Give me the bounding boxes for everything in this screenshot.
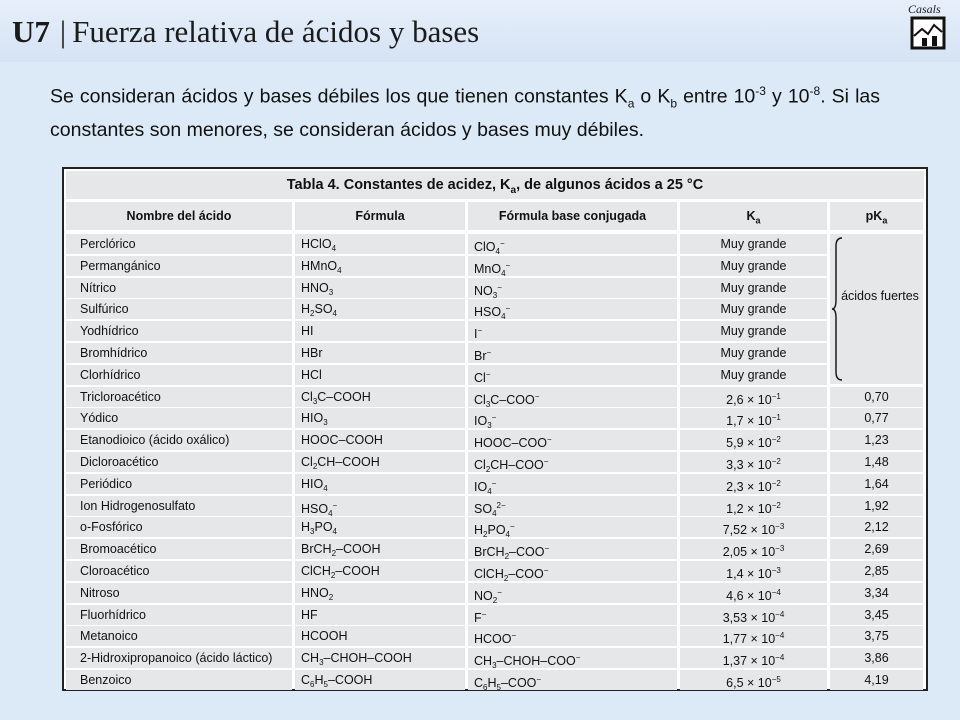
cell-name: Etanodioico (ácido oxálico) [66,430,292,450]
cell-conjugate: Br− [468,343,677,363]
cell-ka: $2,05 \times 10^{-3}$ [680,539,827,559]
cell-ka: Muy grande [680,256,827,276]
cell-ka: $2,6 \times 10^{-1}$ [680,387,827,407]
cell-name: 2-Hidroxipropanoico (ácido láctico) [66,648,292,668]
table-caption [66,171,924,199]
cell-name: Yodhídrico [66,321,292,341]
cell-name: Nitroso [66,583,292,603]
strong-acids-group [830,234,923,384]
cell-conjugate: ClO$_4$− [468,234,677,254]
strong-acids-label: ácidos fuertes [841,289,919,303]
cell-formula: $HIO_4$ [295,474,465,494]
cell-name: Nítrico [66,278,292,298]
cell-conjugate: $H_2PO_4^-$ [468,517,677,537]
cell-pka: 3,75 [830,626,923,646]
cell-name: Benzoico [66,670,292,690]
cell-formula: $HNO_3$ [295,278,465,298]
cell-conjugate: $NO_3^-$ [468,278,677,298]
cell-pka: 2,12 [830,517,923,537]
intro-text-1: Se consideran ácidos y bases débiles los que tienen constantes K [50,85,628,108]
cell-ka: $5,9 \times 10^{-2}$ [680,430,827,450]
cell-formula: $H_3PO_4$ [295,517,465,537]
cell-conjugate: Cl− [468,365,677,385]
cell-name: Sulfúrico [66,299,292,319]
cell-formula: $Cl_3C$–COOH [295,387,465,407]
header-bar [0,0,960,62]
cell-ka: $6,5 \times 10^{-5}$ [680,670,827,690]
cell-ka: Muy grande [680,278,827,298]
brace-icon [830,234,844,384]
cell-formula: ClCH$_2$–COOH [295,561,465,581]
cell-formula: $HNO_2$ [295,583,465,603]
cell-conjugate: $IO_4^-$ [468,474,677,494]
cell-ka: $3,53 \times 10^{-4}$ [680,605,827,625]
casals-logo [904,2,956,58]
intro-text-3: entre 10 [677,85,756,108]
intro-text-2: o K [634,85,671,108]
cell-conjugate: $NO_2^-$ [468,583,677,603]
intro-text-4: y 10 [765,85,810,108]
cell-ka: Muy grande [680,234,827,254]
header-ka-sub: a [755,215,761,226]
cell-ka: $4,6 \times 10^{-4}$ [680,583,827,603]
cell-formula: $C_6H_5$–COOH [295,670,465,690]
cell-conjugate: $IO_3^-$ [468,408,677,428]
caption-text-1: Tabla 4. Constantes de acidez, K [286,177,511,193]
cell-formula: HI [295,321,465,341]
cell-ka: Muy grande [680,321,827,341]
intro-sup-2: -8 [809,84,821,98]
cell-conjugate: $HSO_4^-$ [468,299,677,319]
cell-formula: $CH_3-CHOH$–COOH [295,648,465,668]
cell-conjugate: ClCH$_2$–COO− [468,561,677,581]
intro-sub-a: a [627,96,635,111]
header-ka-text: K [746,209,756,223]
cell-conjugate: HCOO− [468,626,677,646]
cell-pka: 2,69 [830,539,923,559]
intro-sub-b: b [670,96,678,111]
cell-ka: $1,37 \times 10^{-4}$ [680,648,827,668]
cell-ka: $2,3 \times 10^{-2}$ [680,474,827,494]
cell-conjugate: $C_6H_5-COO^-$ [468,670,677,690]
cell-formula: HCl [295,365,465,385]
logo-text: Casals [908,2,941,16]
cell-name: Periódico [66,474,292,494]
header-pka-sub: a [882,215,888,226]
cell-ka: Muy grande [680,299,827,319]
cell-ka: $1,4 \times 10^{-3}$ [680,561,827,581]
cell-pka: 3,34 [830,583,923,603]
cell-ka: Muy grande [680,365,827,385]
cell-formula: $Cl_2CH$–COOH [295,452,465,472]
cell-conjugate: $Cl_3C-COO^-$ [468,387,677,407]
cell-conjugate: F− [468,605,677,625]
cell-pka: 0,70 [830,387,923,407]
cell-formula: HClO$_4$ [295,234,465,254]
cell-ka: $1,7 \times 10^{-1}$ [680,408,827,428]
cell-conjugate: $Cl_2CH-COO^-$ [468,452,677,472]
cell-conjugate: HOOC–COO− [468,430,677,450]
cell-name: Tricloroacético [66,387,292,407]
cell-pka: 1,23 [830,430,923,450]
acid-constants-table [62,167,928,691]
cell-name: Dicloroacético [66,452,292,472]
cell-ka: $7,52 \times 10^{-3}$ [680,517,827,537]
cell-pka: 1,64 [830,474,923,494]
title-separator: | [59,14,67,49]
cell-conjugate: MnO$_4$− [468,256,677,276]
intro-paragraph [50,78,880,143]
cell-ka: $1,2 \times 10^{-2}$ [680,496,827,516]
cell-formula: HMnO$_4$ [295,256,465,276]
caption-text-2: , de algunos ácidos a 25 °C [516,177,704,193]
cell-name: Permangánico [66,256,292,276]
chart-logo-icon [904,2,956,58]
intro-sup-1: -3 [755,84,766,98]
cell-pka: 3,45 [830,605,923,625]
cell-name: Bromoacético [66,539,292,559]
cell-formula: $HIO_3$ [295,408,465,428]
cell-name: Metanoico [66,626,292,646]
cell-formula: HBr [295,343,465,363]
cell-name: Ion Hidrogenosulfato [66,496,292,516]
cell-name: Yódico [66,408,292,428]
cell-formula: $HSO_4^-$ [295,496,465,516]
cell-conjugate: BrCH$_2$–COO− [468,539,677,559]
cell-pka: 3,86 [830,648,923,668]
cell-pka: 1,48 [830,452,923,472]
intro-text-5: . Si las constantes son menores, se consideran ácidos y bases muy débiles. [50,85,881,141]
cell-pka: 1,92 [830,496,923,516]
cell-name: Cloroacético [66,561,292,581]
cell-ka: $1,77 \times 10^{-4}$ [680,626,827,646]
cell-formula: HF [295,605,465,625]
cell-name: Bromhídrico [66,343,292,363]
header-formula: Fórmula [295,202,465,230]
page-title [12,12,479,52]
unit-label: U7 [12,14,50,49]
cell-name: Perclórico [66,234,292,254]
header-conjugate: Fórmula base conjugada [468,202,677,230]
caption-sub: a [510,184,517,196]
cell-pka: 4,19 [830,670,923,690]
header-ka [680,202,827,230]
header-name: Nombre del ácido [66,202,292,230]
cell-name: o-Fosfórico [66,517,292,537]
header-pka-text: pK [865,209,883,223]
cell-formula: HOOC–COOH [295,430,465,450]
header-pka [830,202,923,230]
cell-name: Fluorhídrico [66,605,292,625]
cell-ka: $3,3 \times 10^{-2}$ [680,452,827,472]
cell-name: Clorhídrico [66,365,292,385]
cell-ka: Muy grande [680,343,827,363]
cell-conjugate: $CH_3-CHOH-COO^-$ [468,648,677,668]
cell-formula: $H_2SO_4$ [295,299,465,319]
cell-conjugate: I− [468,321,677,341]
cell-formula: HCOOH [295,626,465,646]
title-text: Fuerza relativa de ácidos y bases [72,14,480,49]
cell-conjugate: $SO_4^{2-}$ [468,496,677,516]
cell-pka: 0,77 [830,408,923,428]
cell-formula: BrCH$_2$–COOH [295,539,465,559]
cell-pka: 2,85 [830,561,923,581]
